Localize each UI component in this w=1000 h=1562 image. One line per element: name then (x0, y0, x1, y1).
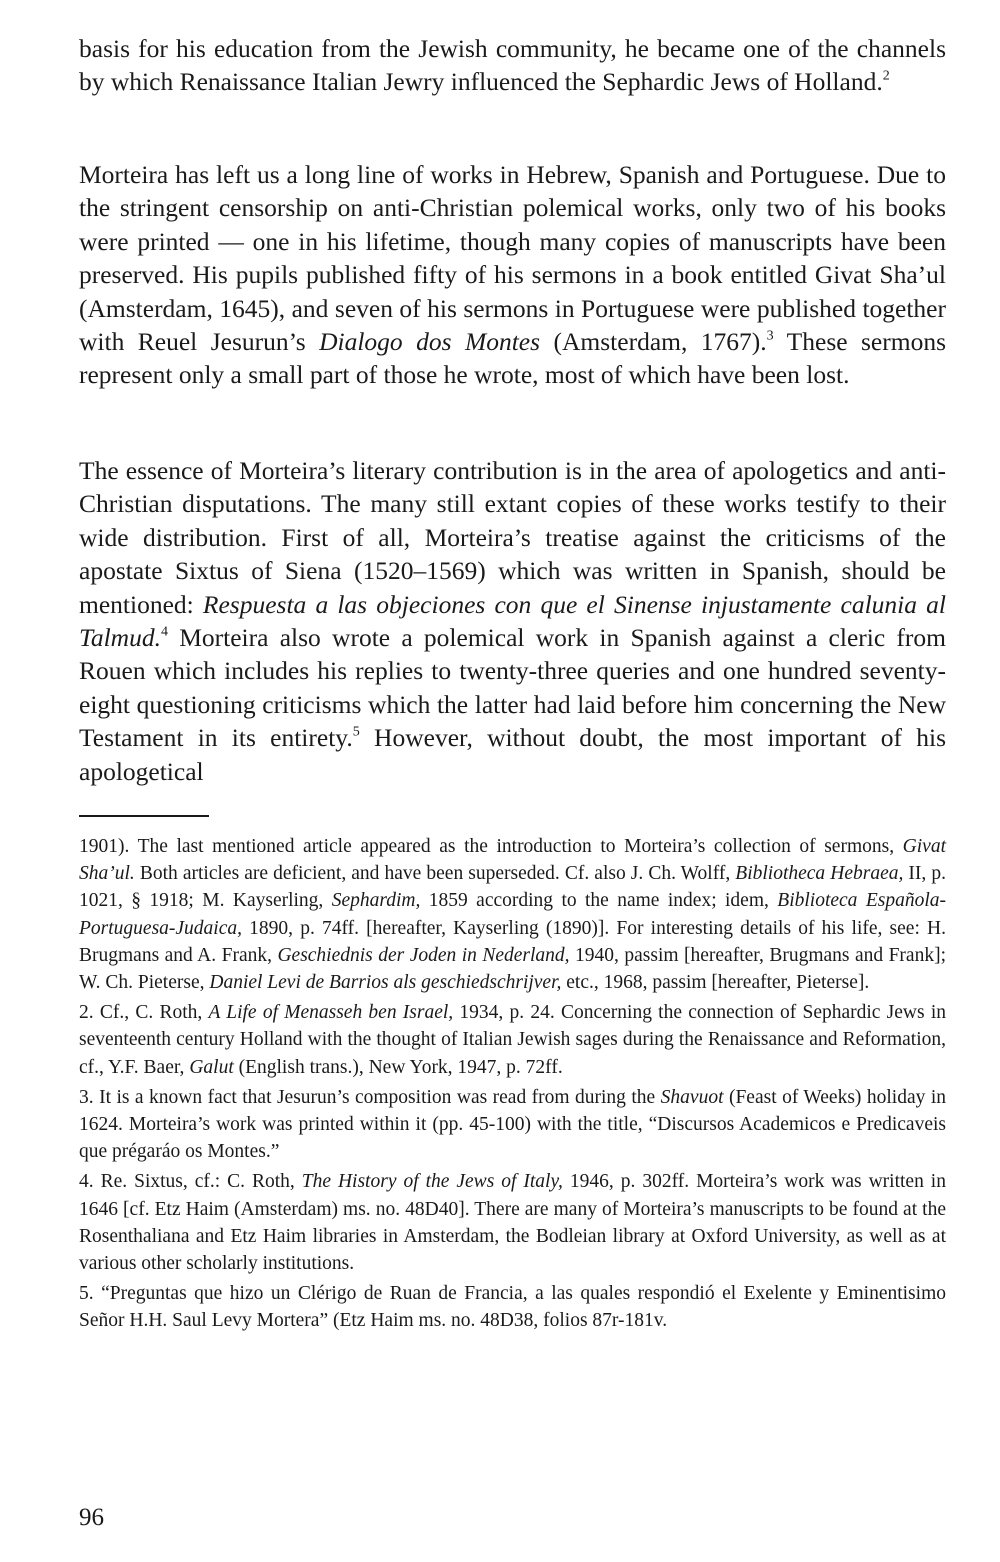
italic-text: Biblioteca Española-Portuguesa-Judaica, (79, 890, 946, 939)
text-run: 5. “Preguntas que hizo un Clérigo de Ruan de Francia, a las quales respondió el Exelente y Eminentisimo Señor H.H. Saul Levy Mortera” (Etz Haim ms. no. 48D38, folios 87r-181v. (79, 1283, 946, 1332)
italic-text: Daniel Levi de Barrios als geschiedschrijver, (209, 972, 562, 994)
italic-text: Sephardim, (331, 890, 421, 912)
text-run: Both articles are deficient, and have been superseded. Cf. also J. Ch. Wolff, (134, 863, 736, 885)
text-run: (Feast of Weeks) holiday in 1624. Morteira’s work was printed within it (pp. 45-100) with the title, “Discursos Academicos e Predicaveis que prégaráo os Montes.” (79, 1086, 946, 1163)
text-run: These sermons represent only a small part of those he wrote, most of which have been lost. (79, 327, 947, 390)
footnote-ref: 4 (160, 624, 168, 640)
text-run: etc., 1968, passim [hereafter, Pieterse]. (561, 972, 870, 994)
paragraph-1 (79, 32, 946, 99)
text-run: Morteira has left us a long line of works in Hebrew, Spanish and Portuguese. Due to the stringent censorship on anti-Christian polemical works, only two of his books were printed — one in his lifetime, though many copies of manuscripts have been preserved. His pupils published fifty of his sermons in a book entitled Givat Sha’ul (Amsterdam, 1645), and seven of his sermons in Portuguese were published together with Reuel Jesurun’s (79, 160, 946, 357)
footnote-2 (79, 999, 946, 1081)
footnote-ref: 3 (766, 328, 774, 344)
text-run: 3. It is a known fact that Jesurun’s composition was read from during the (79, 1086, 661, 1108)
text-run: The essence of Morteira’s literary contribution is in the area of apologetics and anti-Christian disputations. The many still extant copies of these works testify to their wide distribution. First of all, Morteira’s treatise against the criticisms of the apostate Sixtus of Siena (1520–1569) which was written in Spanish, should be mentioned: (79, 456, 946, 619)
footnote-ref: 2 (882, 68, 890, 84)
footnotes (79, 833, 946, 1338)
page-number: 96 (79, 1504, 104, 1531)
text-run: 1859 according to the name index; idem, (420, 890, 778, 912)
text-run: Morteira also wrote a polemical work in Spanish against a cleric from Rouen which includes his replies to twenty-three queries and one hundred seventy-eight questioning criticisms which the latter had laid before him concerning the New Testament in its entirety. (79, 623, 946, 753)
italic-text: A Life of Menasseh ben Israel, (208, 1002, 454, 1024)
footnote-3 (79, 1084, 946, 1166)
text-run: 1934, p. 24. Concerning the connection of Sephardic Jews in seventeenth century Holland with the thought of Italian Jewish sages during the Renaissance and Reformation, cf., Y.F. Baer, (79, 1002, 946, 1078)
footnote-continued (79, 833, 946, 996)
text-run: (English trans.), New York, 1947, p. 72ff. (233, 1056, 563, 1078)
italic-text: Givat Sha’ul. (79, 836, 946, 885)
footnote-5 (79, 1280, 946, 1334)
text-run: 1890, p. 74ff. [hereafter, Kayserling (1890)]. For interesting details of his life, see: H. Brugmans and A. Frank, (79, 917, 946, 966)
text-run: basis for his education from the Jewish community, he became one of the channels by which Renaissance Italian Jewry influenced the Sephardic Jews of Holland. (79, 34, 946, 97)
italic-text: Galut (189, 1056, 234, 1078)
paragraph-3 (79, 454, 946, 788)
italic-text: Bibliotheca Hebraea, (735, 863, 904, 885)
text-run: 4. Re. Sixtus, cf.: C. Roth, (79, 1171, 302, 1193)
italic-text: Respuesta a las objeciones con que el Sinense injustamente calunia al Talmud. (79, 589, 946, 653)
footnote-ref: 5 (352, 724, 360, 740)
text-run: II, p. 1021, § 1918; M. Kayserling, (79, 863, 946, 912)
italic-text: Dialogo dos Montes (319, 327, 541, 357)
footnote-separator (79, 815, 209, 817)
text-run: (Amsterdam, 1767). (540, 327, 767, 357)
footnote-4 (79, 1168, 946, 1277)
text-run: However, without doubt, the most important of his apologetical (79, 723, 946, 786)
italic-text: Shavuot (660, 1086, 724, 1108)
text-run: 1901). The last mentioned article appeared as the introduction to Morteira’s collection of sermons, (79, 836, 903, 857)
text-run: 2. Cf., C. Roth, (79, 1002, 209, 1024)
text-run: 1946, p. 302ff. Morteira’s work was written in 1646 [cf. Etz Haim (Amsterdam) ms. no. 48D40]. There are many of Morteira’s manuscripts to be found at the Rosenthaliana and Etz Haim libraries in Amsterdam, the Bodleian library at Oxford University, as well as at various other scholarly institutions. (79, 1171, 946, 1275)
italic-text: The History of the Jews of Italy, (301, 1171, 563, 1193)
text-run: 1940, passim [hereafter, Brugmans and Frank]; W. Ch. Pieterse, (79, 944, 946, 994)
italic-text: Geschiednis der Joden in Nederland, (277, 944, 570, 966)
paragraph-2 (79, 158, 946, 392)
